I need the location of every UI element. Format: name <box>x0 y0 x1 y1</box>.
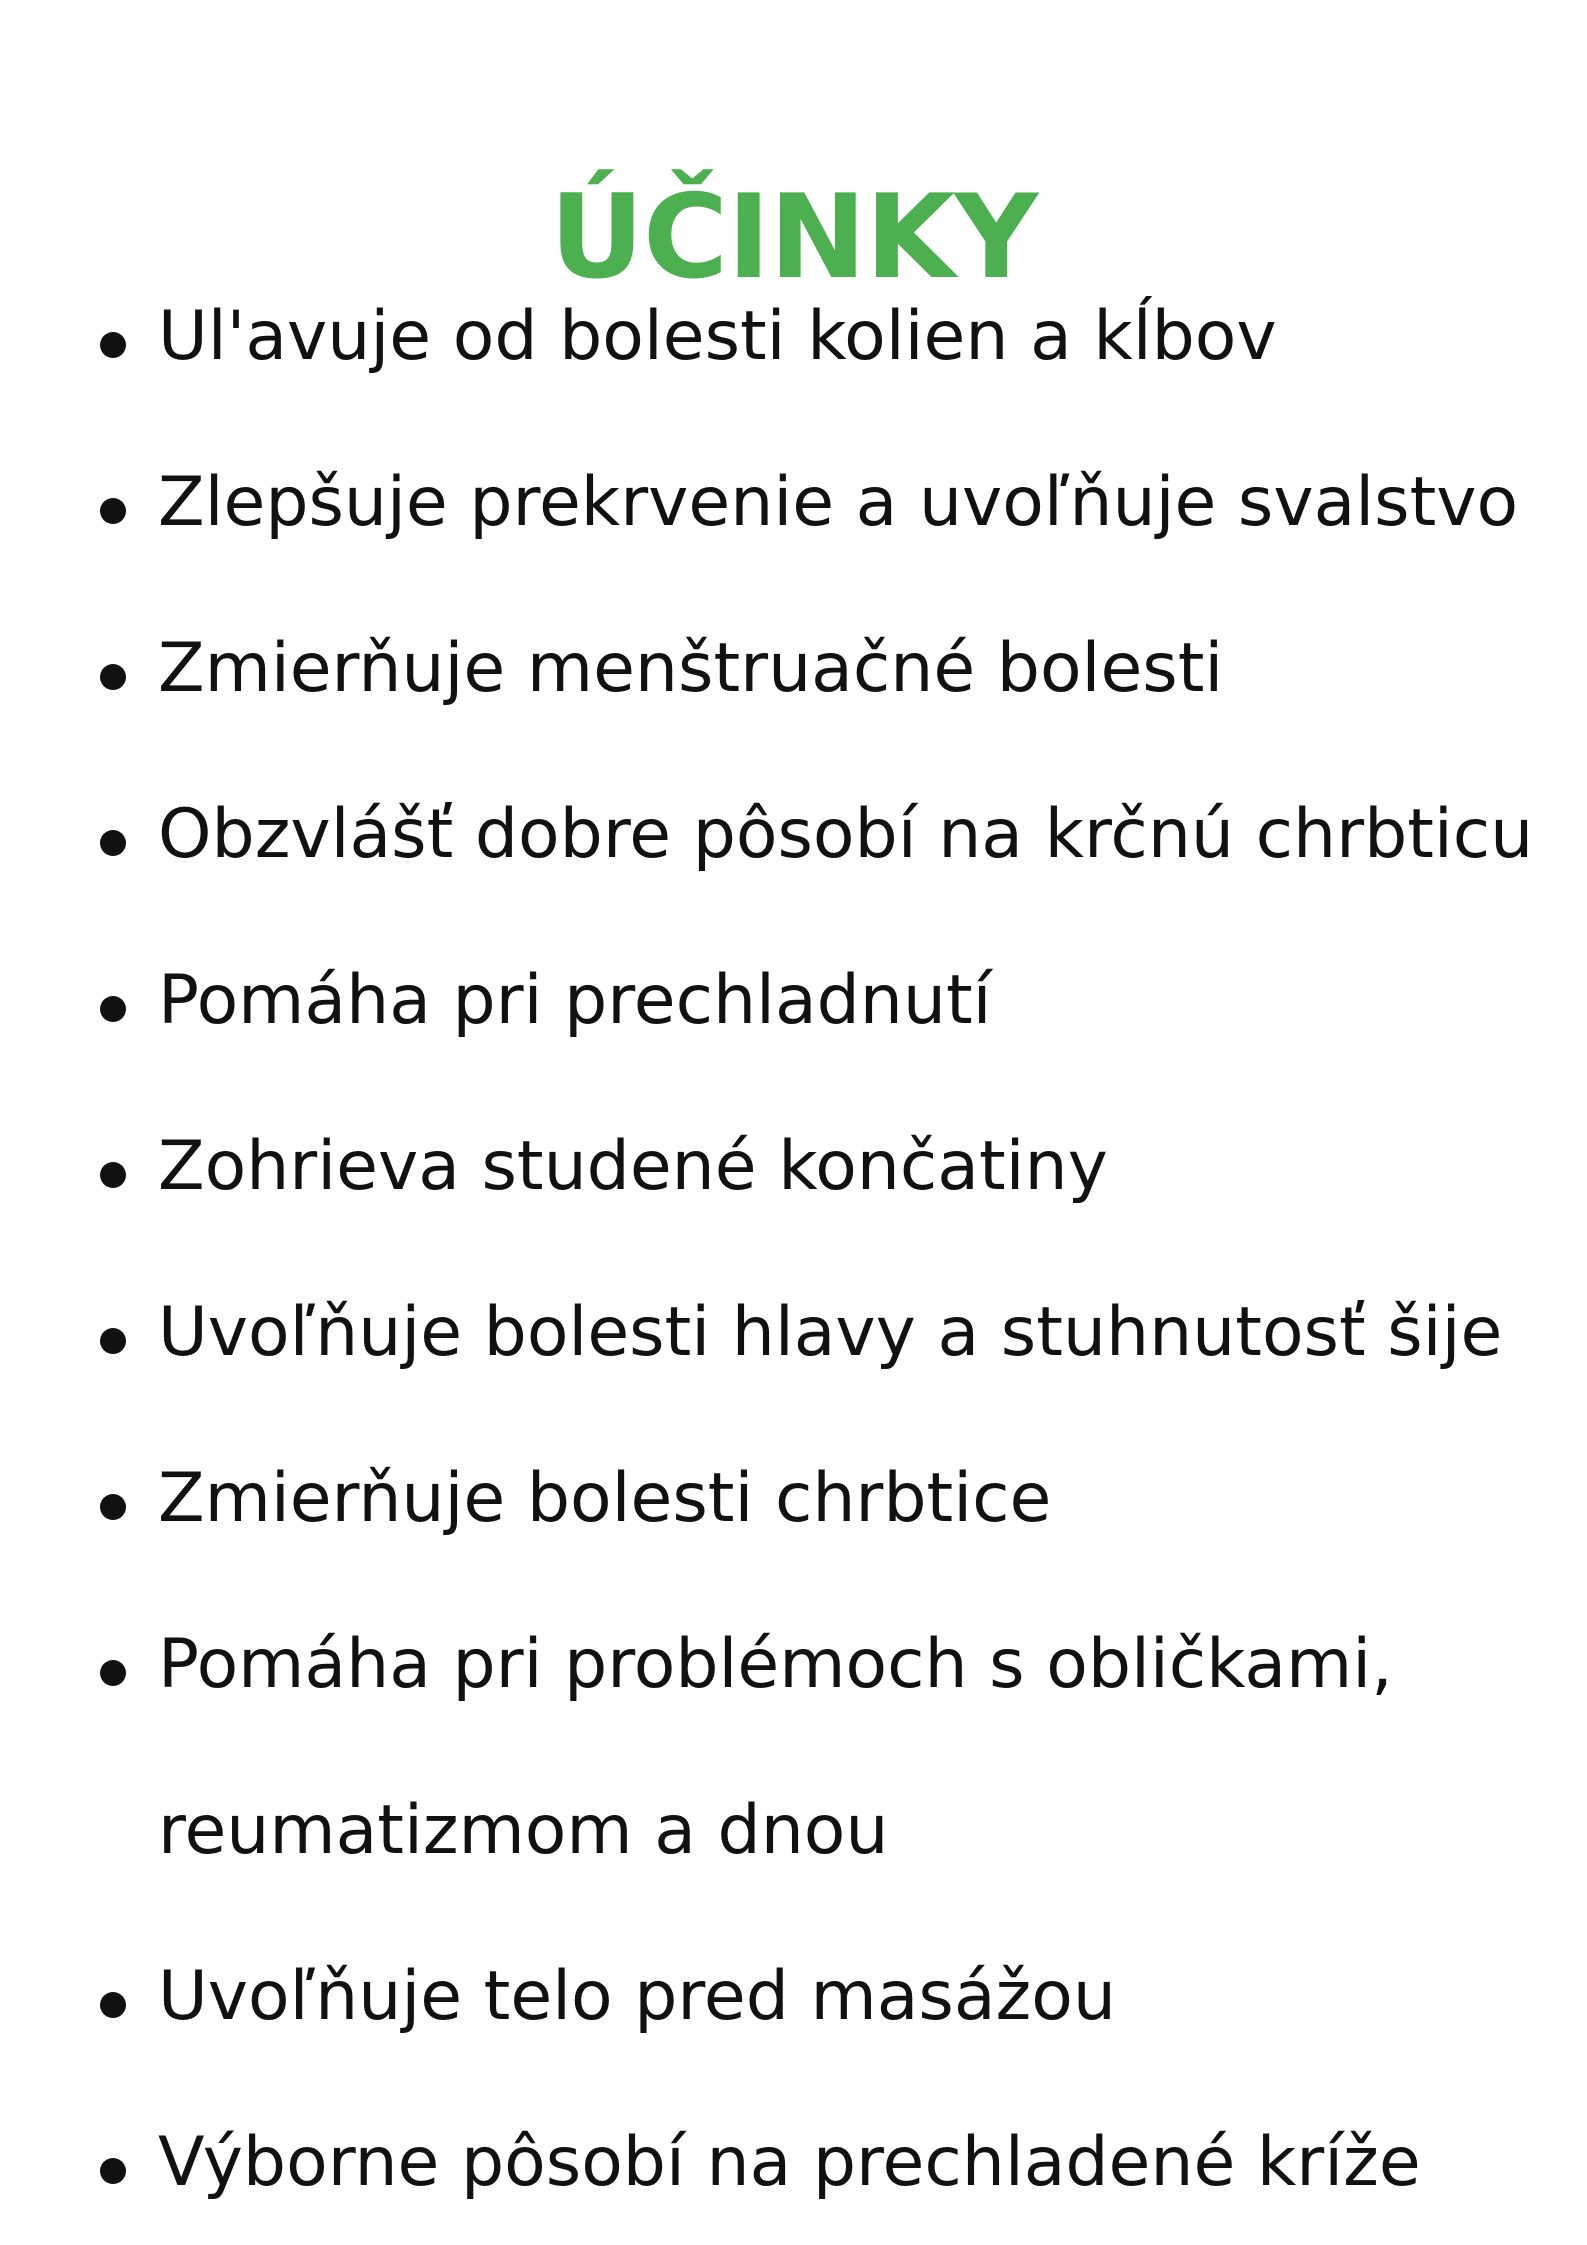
list-item-text: Zmierňuje bolesti chrbtice <box>158 1459 1052 1538</box>
list-item-text: Zlepšuje prekrvenie a uvoľňuje svalstvo <box>158 463 1519 542</box>
list-item-text: Ul'avuje od bolesti kolien a kĺbov <box>158 297 1277 376</box>
list-item-text: Zohrieva studené končatiny <box>158 1127 1108 1206</box>
list-item-text: Zmierňuje menštruačné bolesti <box>158 629 1224 708</box>
bullet-icon <box>100 996 126 1022</box>
list-item-text: Výborne pôsobí na prechladené kríže <box>158 2123 1421 2202</box>
bullet-icon <box>100 498 126 524</box>
bullet-icon <box>100 830 126 856</box>
list-item-text: reumatizmom a dnou <box>158 1791 889 1870</box>
bullet-icon <box>100 1660 126 1686</box>
list-item-text: Uvoľňuje bolesti hlavy a stuhnutosť šije <box>158 1293 1503 1372</box>
bullet-icon <box>100 1328 126 1354</box>
list-item-text: Obzvlášť dobre pôsobí na krčnú chrbticu <box>158 795 1534 874</box>
bullet-icon <box>100 1494 126 1520</box>
bullet-icon <box>100 2158 126 2184</box>
list-item-text: Uvoľňuje telo pred masážou <box>158 1957 1116 2036</box>
list-item-text: Pomáha pri problémoch s obličkami, <box>158 1625 1393 1704</box>
bullet-icon <box>100 1992 126 2018</box>
page-title: ÚČINKY <box>549 169 1038 305</box>
list-item-text: Pomáha pri prechladnutí <box>158 961 992 1040</box>
bullet-icon <box>100 1162 126 1188</box>
bullet-icon <box>100 332 126 358</box>
bullet-icon <box>100 664 126 690</box>
